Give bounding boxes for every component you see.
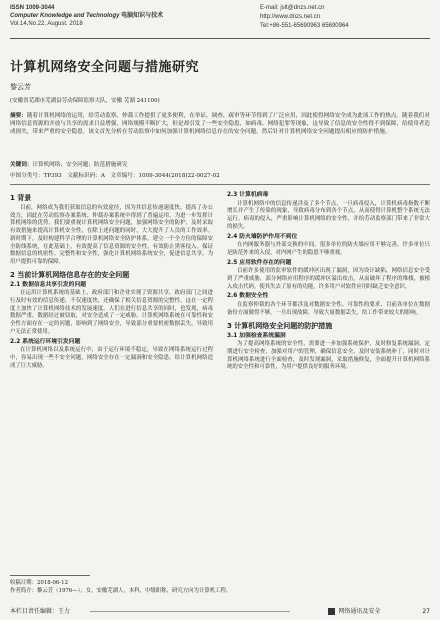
journal-name-en: Computer Knowledge and Technology bbox=[10, 13, 120, 19]
paragraph: 在监察仲裁的各个环节都涉及对数据安全性、可靠性的要求，目前各单位在数据备份方面做得不够，一旦出现故障，导致大量数据丢失，给工作带来较大的影响。 bbox=[227, 302, 430, 316]
editor-credit: 本栏目责任编辑：王力 bbox=[10, 608, 71, 615]
contact-tel: Tel:+86-551-65690963 65690964 bbox=[260, 23, 349, 29]
contact-website: http://www.dnzs.net.cn bbox=[260, 14, 321, 20]
left-column bbox=[10, 190, 213, 370]
paragraph: 为了提高网络系统的安全性，需要进一步加强系统保护，及时修复系统漏洞，定期进行安全检查，加强对用户的管理，确保信息安全，及时安装系统补丁，同时对计算机网络系统进行全面检查，及时发现漏洞，采取措施修复，全面提升计算机网络系统的安全性和可靠性，为用户提供良好的服务环境。 bbox=[227, 341, 430, 371]
journal-info bbox=[10, 4, 163, 28]
subsection-heading: 2.2 系统运行环境引发问题 bbox=[10, 338, 81, 345]
paragraph: 目前，网络成为我们获取信息的有效途径，因为其信息传递速度快，提高了办公效力，因此在劳动监察办案系统、仲裁办案系统中得到了普遍运用，为进一步发挥计算机网络的优势，我们要重视计算机网络安全问题，加强网络安全的防护，及时采取有效措施来提高计算机安全性，在除上述问题的同时，大大提升了人员的工作效率。新时期下，及时构建科学合理的计算机网络安全防护体系，建立一个全方位的保障安全防线系统，在此基础上，有效提高了信息资源的安全性，有效防止黑客侵入。保证数据信息的机密性、完整性和安全性，强化计算机网络系统安全，促进信息共享，为用户提供可靠的保障。 bbox=[10, 205, 213, 265]
journal-title-line bbox=[10, 12, 163, 20]
keywords-text: 计算机网络；安全问题；防范措施研究 bbox=[32, 162, 128, 168]
paragraph: 在运用计算机系统的基础上，政府部门和企业实现了资源共享，政府部门之间进行及时有效的信息传递，不仅速度快，还确保了相关信息资源的完整性，这在一定程度上加快了计算机网络技术的发展速度。人们在进行信息共享的同时，也发现，病毒数据严重，数据经过被窃取，对安全造成了一定威胁。计算机网络系统在可靠性和安全性方面存在一定的问题，影响到了网络安全，导致部分重要机密数据丢失，导致用户无法正常使用。 bbox=[10, 290, 213, 335]
author-name: 黎云芳 bbox=[10, 83, 31, 91]
journal-name-cn: 电脑知识与技术 bbox=[121, 13, 164, 19]
paragraph: 在内网服务器与外部交换的中间，很多单位的防火墙应用不够完善，许多单位只是防范外来的入侵，对内网产生的隐患不够重视。 bbox=[227, 242, 430, 256]
abstract bbox=[10, 112, 430, 137]
section-heading: 3 计算机网络安全问题的防护措施 bbox=[227, 321, 333, 330]
issn: ISSN 1009-3044 bbox=[10, 5, 55, 11]
issue-info: Vol.14,No.22, August. 2018 bbox=[10, 21, 83, 27]
page-footer bbox=[10, 606, 430, 618]
subsection-heading: 3.1 加强检查系统漏洞 bbox=[227, 332, 286, 339]
classification-line: 中图分类号：TP393 文献标识码：A 文章编号：1009-3044(2018)22-0027-02 bbox=[10, 173, 220, 179]
subsection-heading: 2.6 数据安全性 bbox=[227, 293, 269, 300]
page-number: 27 bbox=[422, 608, 430, 615]
subsection-heading: 2.5 应用软件存在的问题 bbox=[227, 259, 292, 266]
footer-right bbox=[328, 606, 430, 615]
contact-info bbox=[260, 4, 430, 31]
author-bio: 作者简介：黎云芳（1976—），女，安徽芜湖人，本科，中级职称，研究方向为计算机工程。 bbox=[10, 588, 232, 594]
keywords bbox=[10, 160, 128, 168]
subsection-heading: 2.4 防火墙防护作用不到位 bbox=[227, 233, 298, 240]
footer-section: 网络通讯及安全 bbox=[338, 608, 381, 615]
abstract-text: 随着计算机网络的运用，给劳动监察、仲裁工作提供了更多便利，在举证、调查、疏审等环节得到了广泛应用，因此使得网络安全成为此项工作的热点。随着我们对网络信息资源的开放与共享的需求日益增强，网络规模不断扩大，但是却引发了一些安全隐患，如病毒、网络犯罪等现象，这导致了信息的安全性得不到保障，给使用者造成损失，带来严重的安全隐患。该文首先分析在劳动监察中如何加强计算机网络信息存在的安全问题，然后针对计算机网络安全问题提出相应的防护措施。 bbox=[10, 113, 430, 136]
footnote bbox=[10, 579, 430, 595]
article-title: 计算机网络安全问题与措施研究 bbox=[10, 60, 200, 75]
journal-logo-icon bbox=[328, 608, 335, 615]
section-heading: 2 当前计算机网络信息存在的安全问题 bbox=[10, 270, 130, 279]
footer-divider bbox=[90, 611, 290, 612]
page-header bbox=[10, 4, 430, 38]
right-column bbox=[227, 190, 430, 372]
section-heading: 1 背景 bbox=[10, 194, 32, 202]
contact-email: E-mail: jslt@dnzs.net.cn bbox=[260, 5, 325, 11]
paragraph: 在计算机网络以及系统运行中，由于运行环境不稳定，导致在网络系统运行过程中，容易出现一些不安全问题，网络安全存在一定漏洞和安全隐患，给计算机网络造成了巨大威胁。 bbox=[10, 347, 213, 369]
subsection-heading: 2.1 数据信息共享引发的问题 bbox=[10, 281, 87, 288]
keywords-label: 关键词： bbox=[10, 162, 33, 168]
header-divider bbox=[10, 38, 430, 39]
subsection-heading: 2.3 计算机病毒 bbox=[227, 192, 269, 198]
author-affiliation: (安徽省芜湖市芜湖县劳动保障监察大队，安徽 芜湖 241100) bbox=[10, 98, 160, 104]
paragraph: 计算机网络中的信息传递涉及了多个节点，一旦病毒侵入，计算机病毒指数不断增长并产生了传染的现象，导致病毒分布到各个节点，从而使得计算机整个系统无法运行。病毒的侵入，严重影响计算机网络的安全性，并给劳动监察部门带来了非常大的损失。 bbox=[227, 200, 430, 230]
abstract-divider bbox=[10, 184, 430, 185]
footnote-divider bbox=[10, 575, 90, 576]
abstract-label: 摘要： bbox=[10, 113, 27, 119]
paragraph: 目前许多使用的监审软件的缓冲区出现了漏洞，因为设计缺陷，网络信息安全受到了严重威胁，部分网络应用程序的缓冲区溢出攻击，从而破坏了程序的堆栈，被植入攻击代码，使其失去了原有的功能，许多用户对软件应用时缺乏安全意识。 bbox=[227, 268, 430, 290]
received-date: 收稿日期：2018-06-12 bbox=[10, 580, 69, 586]
